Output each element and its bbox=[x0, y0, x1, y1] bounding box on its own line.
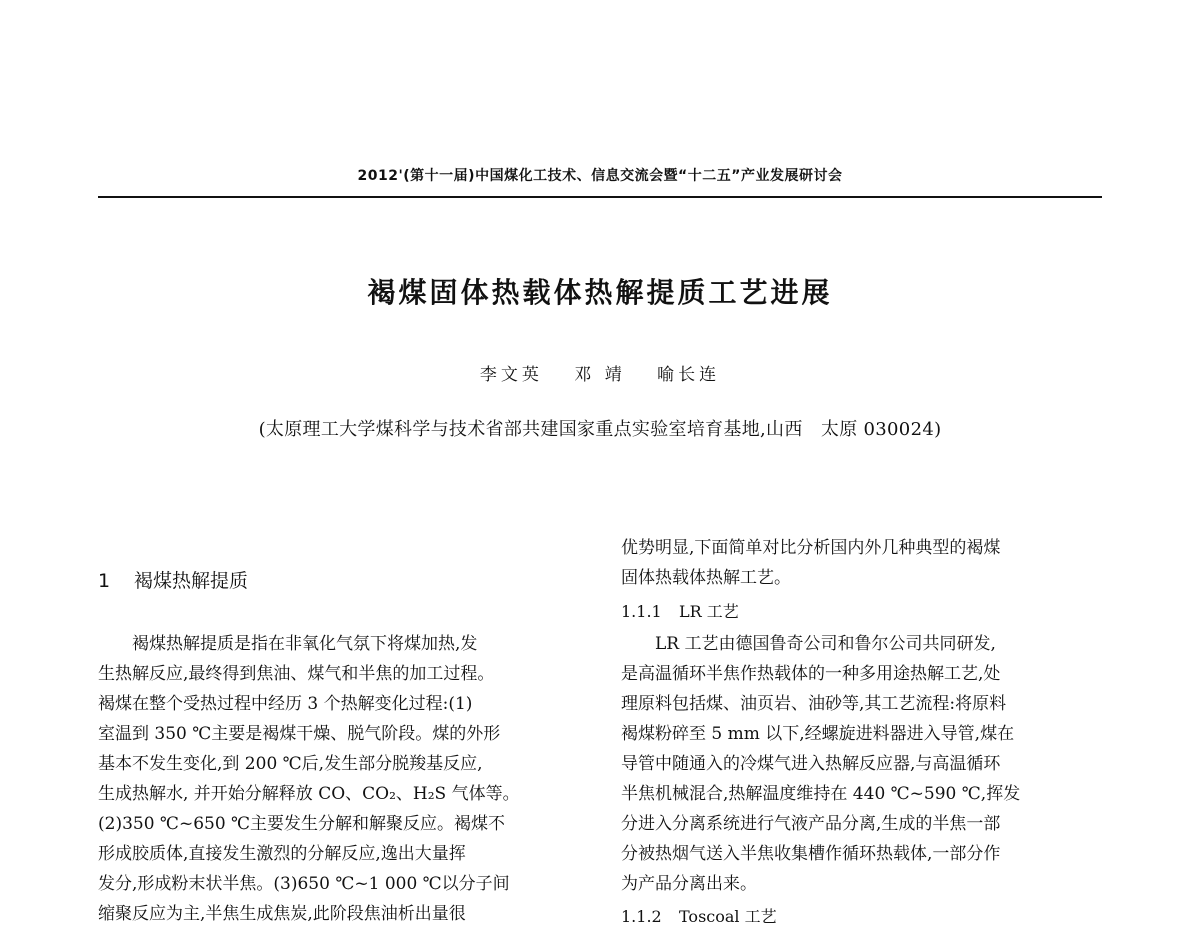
author-name: 邓 靖 bbox=[574, 365, 626, 385]
subsection-heading bbox=[621, 904, 777, 927]
body-text-line: 是高温循环半焦作热载体的一种多用途热解工艺,处 bbox=[621, 664, 1001, 684]
running-header: 2012'(第十一届)中国煤化工技术、信息交流会暨“十二五”产业发展研讨会 bbox=[357, 168, 843, 184]
section-number: 1 bbox=[98, 570, 111, 592]
subsection-number: 1.1.1 bbox=[621, 602, 662, 621]
body-text-line: 基本不发生变化,到 200 ℃后,发生部分脱羧基反应, bbox=[98, 754, 483, 774]
body-text-line: (2)350 ℃~650 ℃主要发生分解和解聚反应。褐煤不 bbox=[98, 814, 506, 834]
author-name: 李文英 bbox=[479, 365, 543, 385]
body-text-line: 室温到 350 ℃主要是褐煤干燥、脱气阶段。煤的外形 bbox=[98, 724, 501, 744]
author-name: 喻长连 bbox=[657, 365, 721, 385]
body-text-line: 分进入分离系统进行气液产品分离,生成的半焦一部 bbox=[621, 814, 1001, 834]
body-text-line: 发分,形成粉末状半焦。(3)650 ℃~1 000 ℃以分子间 bbox=[98, 874, 510, 894]
body-text-line: 生成热解水, 并开始分解释放 CO、CO₂、H₂S 气体等。 bbox=[98, 784, 520, 804]
section-title: 褐煤热解提质 bbox=[134, 570, 249, 592]
subsection-title: Toscoal 工艺 bbox=[679, 907, 777, 926]
body-text-line: 褐煤粉碎至 5 mm 以下,经螺旋进料器进入导管,煤在 bbox=[621, 724, 1015, 744]
subsection-number: 1.1.2 bbox=[621, 907, 662, 926]
body-text-line: 分被热烟气送入半焦收集槽作循环热载体,一部分作 bbox=[621, 844, 1001, 864]
body-text-line: 固体热载体热解工艺。 bbox=[621, 568, 791, 588]
subsection-title: LR 工艺 bbox=[679, 602, 739, 621]
author-list bbox=[0, 360, 1200, 385]
body-text-line: 缩聚反应为主,半焦生成焦炭,此阶段焦油析出量很 bbox=[98, 904, 466, 924]
author-affiliation: (太原理工大学煤科学与技术省部共建国家重点实验室培育基地,山西 太原 030024) bbox=[258, 419, 942, 440]
body-text-line: 为产品分离出来。 bbox=[621, 874, 757, 894]
body-text-line: 导管中随通入的冷煤气进入热解反应器,与高温循环 bbox=[621, 754, 1001, 774]
body-text-line: 理原料包括煤、油页岩、油砂等,其工艺流程:将原料 bbox=[621, 694, 1007, 714]
section-heading bbox=[98, 566, 248, 593]
body-text-line: 形成胶质体,直接发生激烈的分解反应,逸出大量挥 bbox=[98, 844, 466, 864]
body-text-line: 生热解反应,最终得到焦油、煤气和半焦的加工过程。 bbox=[98, 664, 495, 684]
body-text-line: 优势明显,下面简单对比分析国内外几种典型的褐煤 bbox=[621, 538, 1001, 558]
body-text-line: LR 工艺由德国鲁奇公司和鲁尔公司共同研发, bbox=[621, 634, 996, 654]
header-rule bbox=[98, 196, 1102, 198]
paper-title: 褐煤固体热载体热解提质工艺进展 bbox=[367, 276, 833, 309]
body-text-line: 褐煤热解提质是指在非氧化气氛下将煤加热,发 bbox=[98, 634, 478, 654]
body-text-line: 半焦机械混合,热解温度维持在 440 ℃~590 ℃,挥发 bbox=[621, 784, 1021, 804]
body-text-line: 褐煤在整个受热过程中经历 3 个热解变化过程:(1) bbox=[98, 694, 473, 714]
subsection-heading bbox=[621, 599, 739, 622]
